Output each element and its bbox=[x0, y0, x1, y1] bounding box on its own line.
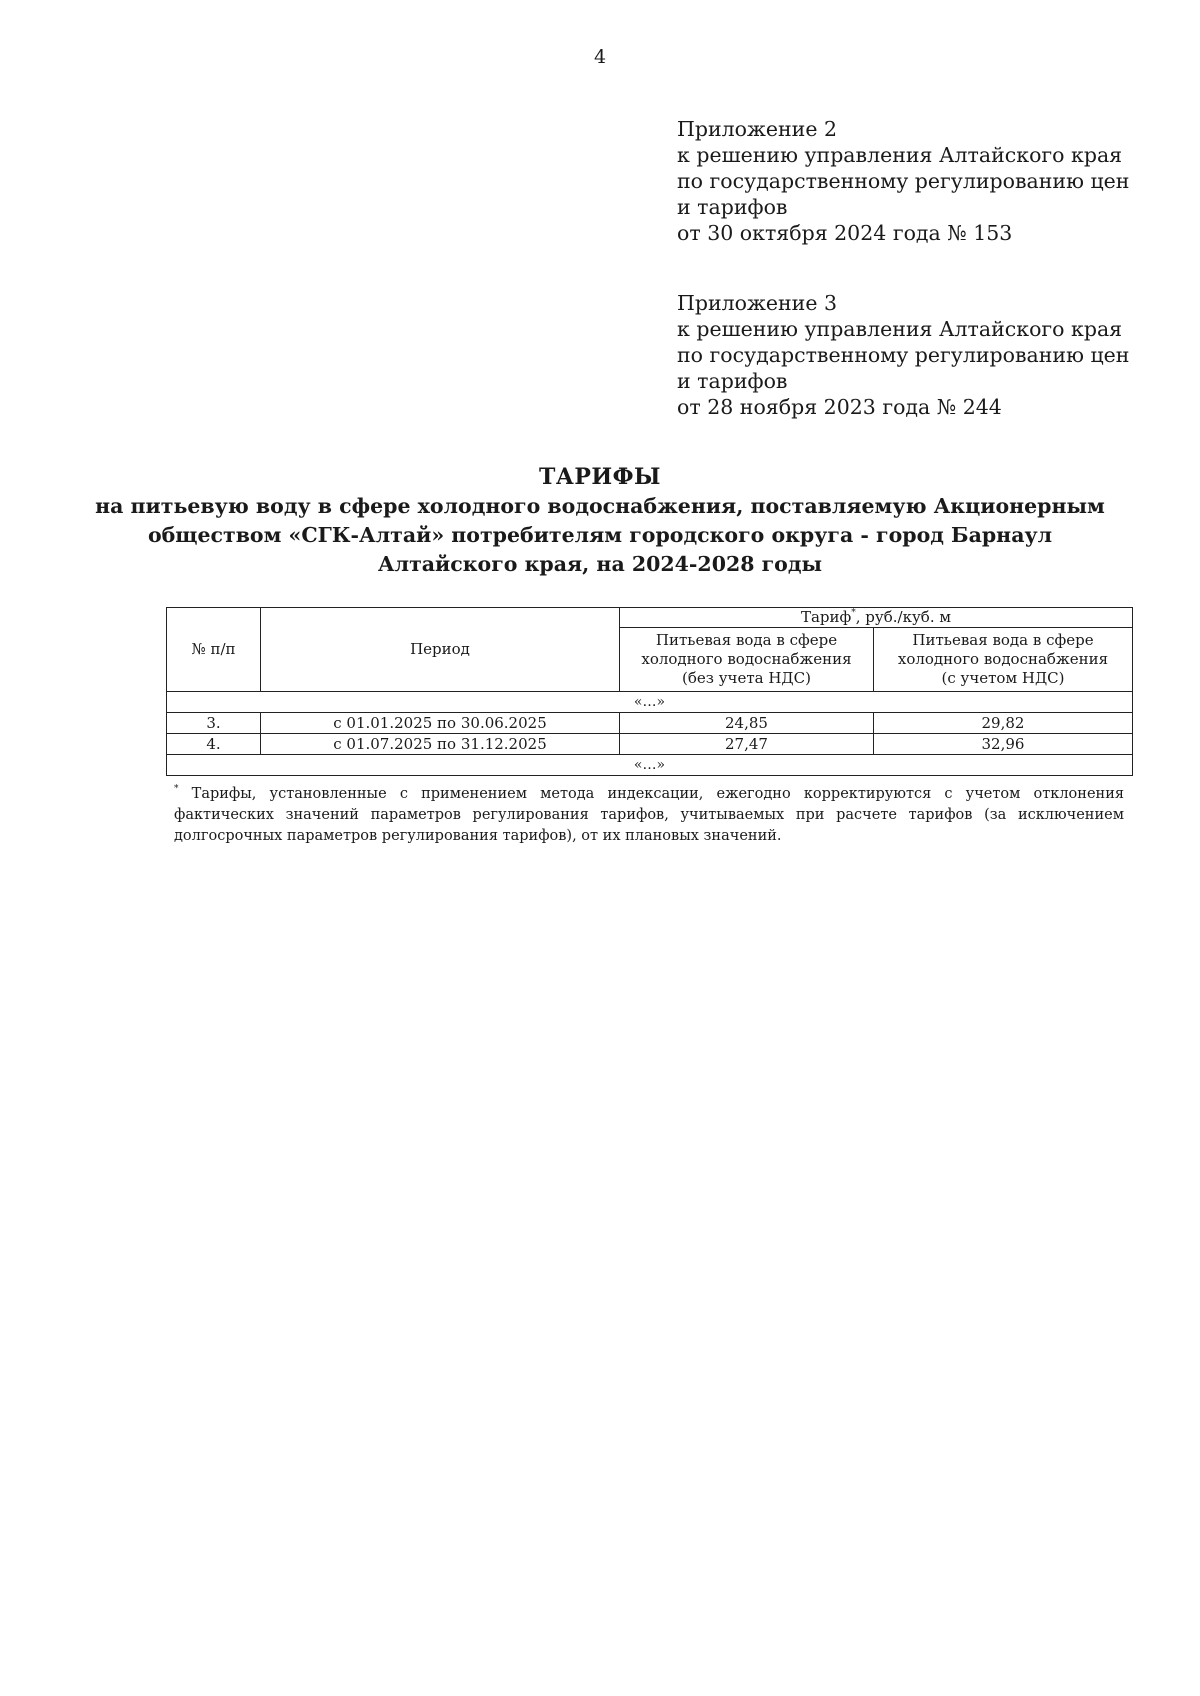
row-tariff-with-vat: 29,82 bbox=[874, 713, 1133, 734]
table-row bbox=[167, 713, 1133, 734]
col-header-with-vat bbox=[874, 628, 1133, 692]
title-main: ТАРИФЫ bbox=[539, 464, 661, 490]
col-header-tariff bbox=[620, 608, 1133, 628]
tariff-table bbox=[166, 607, 1133, 776]
table-header-row bbox=[167, 608, 1133, 628]
footnote bbox=[174, 784, 1124, 847]
title-line: Алтайского края, на 2024-2028 годы bbox=[377, 552, 823, 576]
subheader-line: Питьевая вода в сфере bbox=[912, 631, 1094, 649]
col-header-period: Период bbox=[261, 608, 620, 692]
subheader-line: (с учетом НДС) bbox=[941, 669, 1065, 687]
row-tariff-with-vat: 32,96 bbox=[874, 734, 1133, 755]
row-number: 4. bbox=[167, 734, 261, 755]
footnote-text: Тарифы, установленные с применением метода индексации, ежегодно корректируются с учетом отклонения фактических значений параметров регулирования тарифов, учитываемых при расчете тарифов (за исключением долгосрочных параметров регулирования тарифов), от их плановых значений. bbox=[174, 786, 1125, 844]
appendix-2-line: по государственному регулированию цен bbox=[677, 169, 1130, 193]
document-title bbox=[0, 462, 1200, 579]
footnote-mark: * bbox=[851, 608, 856, 618]
appendix-2-line: и тарифов bbox=[677, 195, 788, 219]
row-number: 3. bbox=[167, 713, 261, 734]
appendix-3-line: по государственному регулированию цен bbox=[677, 343, 1130, 367]
col-header-without-vat bbox=[620, 628, 874, 692]
appendix-3-line: от 28 ноября 2023 года № 244 bbox=[677, 395, 1002, 419]
appendix-2-line: Приложение 2 bbox=[677, 117, 838, 141]
tariff-header-prefix: Тариф bbox=[800, 608, 852, 626]
ellipsis-cell: «…» bbox=[167, 755, 1133, 776]
subheader-line: холодного водоснабжения bbox=[897, 650, 1109, 668]
row-period: с 01.07.2025 по 31.12.2025 bbox=[261, 734, 620, 755]
subheader-line: (без учета НДС) bbox=[682, 669, 811, 687]
title-line: на питьевую воду в сфере холодного водоснабжения, поставляемую Акционерным bbox=[95, 494, 1105, 518]
tariff-header-suffix: , руб./куб. м bbox=[855, 608, 952, 626]
ellipsis-row bbox=[167, 692, 1133, 713]
appendix-3-line: к решению управления Алтайского края bbox=[677, 317, 1123, 341]
subheader-line: холодного водоснабжения bbox=[641, 650, 852, 668]
appendix-3-header bbox=[677, 290, 1129, 420]
ellipsis-cell: «…» bbox=[167, 692, 1133, 713]
subheader-line: Питьевая вода в сфере bbox=[655, 631, 838, 649]
row-tariff-without-vat: 24,85 bbox=[620, 713, 874, 734]
appendix-2-header bbox=[677, 116, 1129, 246]
ellipsis-row bbox=[167, 755, 1133, 776]
row-tariff-without-vat: 27,47 bbox=[620, 734, 874, 755]
table-row bbox=[167, 734, 1133, 755]
page-number: 4 bbox=[593, 46, 607, 68]
row-period: с 01.01.2025 по 30.06.2025 bbox=[261, 713, 620, 734]
appendix-3-line: Приложение 3 bbox=[677, 291, 838, 315]
footnote-mark: * bbox=[174, 784, 179, 794]
title-line: обществом «СГК-Алтай» потребителям городского округа - город Барнаул bbox=[147, 523, 1053, 547]
col-header-number: № п/п bbox=[167, 608, 261, 692]
appendix-2-line: к решению управления Алтайского края bbox=[677, 143, 1123, 167]
appendix-2-line: от 30 октября 2024 года № 153 bbox=[677, 221, 1013, 245]
appendix-3-line: и тарифов bbox=[677, 369, 788, 393]
